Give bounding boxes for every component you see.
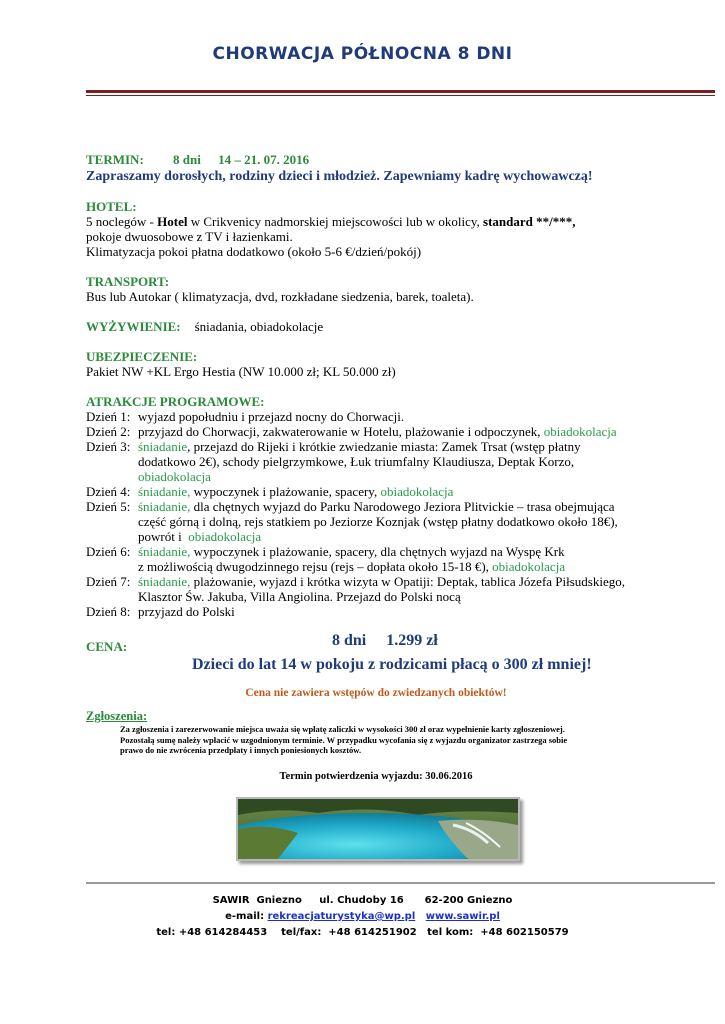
transport-heading: TRANSPORT: bbox=[86, 274, 170, 289]
meal-text: śniadanie, bbox=[138, 484, 191, 499]
footer-rule bbox=[86, 882, 715, 884]
day-5-line-3 bbox=[86, 529, 666, 544]
ubezpieczenie-heading: UBEZPIECZENIE: bbox=[86, 349, 198, 364]
hotel-word: Hotel bbox=[157, 214, 188, 229]
ubezpieczenie-text: Pakiet NW +KL Ergo Hestia (NW 10.000 zł; KL 50.000 zł) bbox=[86, 364, 396, 379]
day-text: przyjazd do Polski bbox=[138, 604, 235, 619]
meal-text: obiadokolacja bbox=[543, 424, 617, 439]
day-2 bbox=[86, 424, 666, 439]
day-label: Dzień 3: bbox=[86, 439, 131, 454]
lake-image bbox=[238, 799, 518, 859]
day-3 bbox=[86, 439, 666, 454]
day-text: z możliwością dwugodzinnego rejsu (rejs – dopłata około 15-18 €), bbox=[138, 559, 493, 574]
zgloszenia-line-1: Za zgłoszenia i zarezerwowanie miejsca uważa się wpłatę zaliczki w wysokości 300 zł oraz wypełnienie karty zgłoszeniowej. bbox=[120, 724, 565, 734]
meal-text: śniadanie bbox=[138, 439, 188, 454]
hotel-text: 5 noclegów - bbox=[86, 214, 158, 229]
meal-text: obiadokolacja bbox=[492, 559, 566, 574]
zgloszenia-line-3: prawo do nie zwrócenia przedpłaty i innych poniesionych kosztów. bbox=[120, 745, 362, 755]
day-3-line-2: dodatkowo 2€), schody pielgrzymkowe, Łuk triumfalny Klaudiusza, Deptak Korzo, bbox=[138, 454, 575, 469]
footer-phones: tel: +48 614284453 tel/fax: +48 614251902 tel kom: +48 602150579 bbox=[156, 927, 569, 938]
kids-discount: Dzieci do lat 14 w pokoju z rodzicami płacą o 300 zł mniej! bbox=[192, 656, 592, 673]
footer-address: SAWIR Gniezno ul. Chudoby 16 62-200 Gniezno bbox=[212, 895, 513, 906]
confirmation-date: Termin potwierdzenia wyjazdu: 30.06.2016 bbox=[279, 770, 473, 782]
meal-text: śniadanie, bbox=[138, 499, 191, 514]
hotel-text: w Crikvenicy nadmorskiej miejscowości lub w okolicy, bbox=[187, 214, 484, 229]
day-text: plażowanie, wyjazd i krótka wizyta w Opatiji: Deptak, tablica Józefa Piłsudskiego, bbox=[190, 574, 625, 589]
intro-text: Zapraszamy dorosłych, rodziny dzieci i młodzież. Zapewniamy kadrę wychowawczą! bbox=[86, 169, 593, 184]
day-8 bbox=[86, 604, 666, 619]
hotel-line-1 bbox=[86, 214, 666, 229]
day-7-line-2: Klasztor Św. Jakuba, Villa Angiolina. Przejazd do Polski nocą bbox=[138, 589, 461, 604]
day-label: Dzień 6: bbox=[86, 544, 131, 559]
zgloszenia-line-2: Pozostałą sumę należy wpłacić w uzgodnionym terminie. W przypadku wycofania się z wyjazdu organizator zastrzega sobie bbox=[120, 734, 568, 745]
day-label: Dzień 4: bbox=[86, 484, 131, 499]
day-text: wyjazd popołudniu i przejazd nocny do Chorwacji. bbox=[138, 409, 405, 424]
price-note: Cena nie zawiera wstępów do zwiedzanych obiektów! bbox=[245, 687, 507, 699]
termin-line bbox=[86, 152, 666, 167]
day-label: Dzień 1: bbox=[86, 409, 131, 424]
zgloszenia-heading: Zgłoszenia: bbox=[86, 709, 148, 723]
meal-text: obiadokolacja bbox=[188, 529, 262, 544]
day-5 bbox=[86, 499, 666, 514]
price-label: CENA: bbox=[86, 639, 128, 654]
hotel-line-2: pokoje dwuosobowe z TV i łazienkami. bbox=[86, 229, 293, 244]
day-6 bbox=[86, 544, 666, 559]
day-text: wypoczynek i plażowanie, spacery, bbox=[190, 484, 381, 499]
email-label: e-mail: bbox=[225, 911, 268, 922]
day-4 bbox=[86, 484, 666, 499]
website-link[interactable]: www.sawir.pl bbox=[425, 911, 500, 922]
page-title: CHORWACJA PÓŁNOCNA 8 DNI bbox=[212, 44, 513, 64]
day-text: powrót i bbox=[138, 529, 189, 544]
day-7 bbox=[86, 574, 666, 589]
day-label: Dzień 7: bbox=[86, 574, 131, 589]
offer-content bbox=[86, 152, 666, 784]
day-text: dla chętnych wyjazd do Parku Narodowego Jeziora Plitvickie – trasa obejmująca bbox=[190, 499, 615, 514]
meal-text: śniadanie, bbox=[138, 574, 191, 589]
wyzywienie-heading: WYŻYWIENIE: bbox=[86, 319, 181, 334]
termin-dates: 14 – 21. 07. 2016 bbox=[218, 152, 310, 167]
zgloszenia-text bbox=[86, 724, 666, 756]
day-text: przyjazd do Chorwacji, zakwaterowanie w Hotelu, plażowanie i odpoczynek, bbox=[138, 424, 544, 439]
day-3-meal: obiadokolacja bbox=[138, 469, 211, 484]
wyzywienie-text: śniadania, obiadokolacje bbox=[194, 319, 324, 334]
meal-text: śniadanie, bbox=[138, 544, 191, 559]
wyzywienie-line bbox=[86, 319, 666, 334]
day-text: wypoczynek i plażowanie, spacery, dla chętnych wyjazd na Wyspę Krk bbox=[190, 544, 565, 559]
hotel-standard: standard **/***, bbox=[483, 214, 576, 229]
footer-contact bbox=[0, 909, 725, 925]
day-label: Dzień 5: bbox=[86, 499, 131, 514]
termin-days: 8 dni bbox=[173, 152, 201, 167]
meal-text: obiadokolacja bbox=[380, 484, 454, 499]
day-1 bbox=[86, 409, 666, 424]
atrakcje-heading: ATRAKCJE PROGRAMOWE: bbox=[86, 394, 265, 409]
day-label: Dzień 2: bbox=[86, 424, 131, 439]
day-5-line-2: część górną i dolną, rejs statkiem po Jeziorze Koznjak (wstęp płatny dodatkowo około 18€), bbox=[138, 514, 618, 529]
email-link[interactable]: rekreacjaturystyka@wp.pl bbox=[267, 911, 416, 922]
day-text: , przejazd do Rijeki i krótkie zwiedzanie miasta: Zamek Trsat (wstęp płatny bbox=[187, 439, 581, 454]
transport-text: Bus lub Autokar ( klimatyzacja, dvd, rozkładane siedzenia, barek, toaleta). bbox=[86, 289, 474, 304]
day-label: Dzień 8: bbox=[86, 604, 131, 619]
title-rule-thin bbox=[86, 95, 715, 96]
day-6-line-2 bbox=[86, 559, 666, 574]
price-value: 8 dni 1.299 zł bbox=[332, 632, 438, 649]
lake-photo bbox=[236, 797, 520, 861]
hotel-line-3: Klimatyzacja pokoi płatna dodatkowo (około 5-6 €/dzień/pokój) bbox=[86, 244, 422, 259]
termin-label: TERMIN: bbox=[86, 152, 144, 167]
hotel-heading: HOTEL: bbox=[86, 199, 137, 214]
title-rule-thick bbox=[86, 90, 715, 93]
price-row bbox=[86, 633, 666, 653]
